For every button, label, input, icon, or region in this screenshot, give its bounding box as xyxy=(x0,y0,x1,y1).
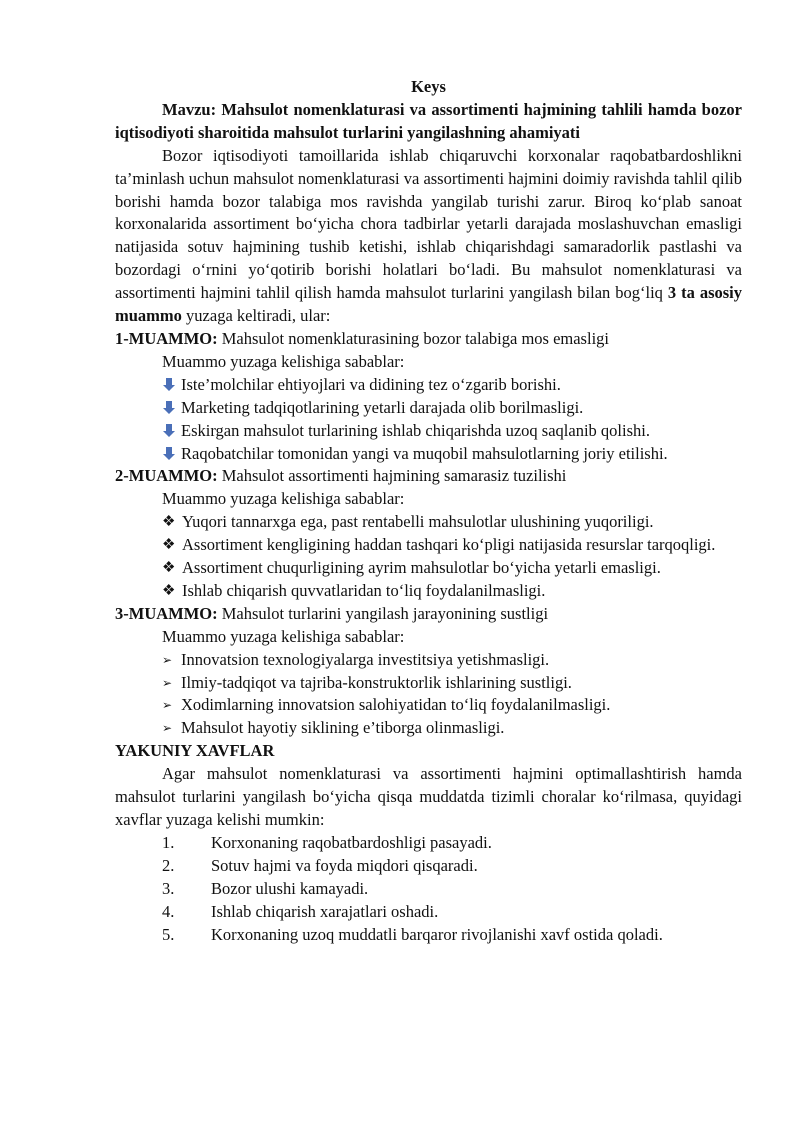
list-item-text: Xodimlarning innovatsion salohiyatidan to‘liq foydalanilmasligi. xyxy=(181,695,611,715)
blue-arrow-bullet-icon xyxy=(162,397,178,417)
arrowhead-bullet-icon: ➢ xyxy=(162,721,173,736)
topic-text: Mahsulot nomenklaturasi va assortimenti hajmining tahlili hamda bozor iqtisodiyoti sharoitida mahsulot turlarini yangilashning ahamiyati xyxy=(115,99,742,142)
list-item xyxy=(115,717,742,740)
arrowhead-bullet-icon: ➢ xyxy=(162,652,173,667)
list-item-text: Ishlab chiqarish xarajatlari oshadi. xyxy=(211,901,439,921)
list-item-text: Innovatsion texnologiyalarga investitsiya yetishmasligi. xyxy=(181,649,550,669)
list-item xyxy=(115,511,742,534)
list-number: 3. xyxy=(162,878,175,898)
list-item xyxy=(115,397,742,420)
arrowhead-bullet-icon: ➢ xyxy=(162,675,173,690)
risks-intro: Agar mahsulot nomenklaturasi va assortimenti hajmini optimallashtirish hamda mahsulot turlarini yangilash bo‘yicha qisqa muddatda tizimli choralar ko‘rilmasa, quyidagi xavflar yuzaga kelishi mumkin: xyxy=(115,764,742,829)
list-number: 2. xyxy=(162,855,175,875)
diamond-bullet-icon: ❖ xyxy=(162,537,176,554)
document-page xyxy=(115,76,742,946)
list-item-text: Eskirgan mahsulot turlarining ishlab chiqarishda uzoq saqlanib qolishi. xyxy=(181,420,650,440)
diamond-bullet-icon: ❖ xyxy=(162,514,176,531)
problem-2-title: Mahsulot assortimenti hajmining samarasiz tuzilishi xyxy=(221,466,567,486)
list-item-text: Assortiment kengligining haddan tashqari ko‘pligi natijasida resurslar tarqoqligi. xyxy=(182,535,716,555)
intro-text: Bozor iqtisodiyoti tamoillarida ishlab chiqaruvchi korxonalar raqobatbardoshlikni ta’minlash uchun mahsulot nomenklaturasi va assortimenti hajmini doimiy ravishda tahlil qilib borishi hamda bozor talabiga mos ravishda yangilab turishi zarur. Biroq ko‘plab sanoat korxonalarida assortiment bo‘yicha chora tadbirlar yetarli darajada moslashuvchan emasligi natijasida sotuv hajmining tushib ketishi, ishlab chiqarishdagi samaradorlik pastlashi va bozordagi o‘rnini yo‘qotirib borishi holatlari bo‘ladi. Bu mahsulot nomenklaturasi va assortimenti hajmini tahlil qilish hamda mahsulot turlarini yangilash bilan bog‘liq xyxy=(115,145,742,303)
blue-arrow-bullet-icon xyxy=(162,374,178,394)
list-item xyxy=(115,924,742,947)
list-item-text: Ilmiy-tadqiqot va tajriba-konstruktorlik ishlarining sustligi. xyxy=(181,672,572,692)
problem-3-causes-list xyxy=(115,649,742,741)
arrowhead-bullet-icon: ➢ xyxy=(162,698,173,713)
list-item xyxy=(115,855,742,878)
list-item xyxy=(115,443,742,466)
list-item xyxy=(115,672,742,695)
list-item-text: Iste’molchilar ehtiyojlari va didining tez o‘zgarib borishi. xyxy=(181,374,561,394)
problem-2-label: 2-MUAMMO: xyxy=(115,466,218,486)
list-item xyxy=(115,649,742,672)
blue-arrow-bullet-icon xyxy=(162,420,178,440)
list-item xyxy=(115,694,742,717)
list-item-text: Korxonaning uzoq muddatli barqaror rivojlanishi xavf ostida qoladi. xyxy=(211,924,663,944)
list-item-text: Raqobatchilar tomonidan yangi va muqobil mahsulotlarning joriy etilishi. xyxy=(181,443,668,463)
diamond-bullet-icon: ❖ xyxy=(162,560,176,577)
problem-2-heading xyxy=(115,465,742,488)
problem-1-heading xyxy=(115,328,742,351)
intro-bold-text: 3 ta asosiy muammo xyxy=(115,283,743,326)
intro-text-end: yuzaga keltiradi, ular: xyxy=(186,306,331,326)
topic-heading xyxy=(115,99,742,145)
list-item xyxy=(115,832,742,855)
list-item-text: Ishlab chiqarish quvvatlaridan to‘liq foydalanilmasligi. xyxy=(182,580,546,600)
problem-3-label: 3-MUAMMO: xyxy=(115,603,218,623)
blue-arrow-bullet-icon xyxy=(162,443,178,463)
list-item-text: Mahsulot hayotiy siklining e’tiborga olinmasligi. xyxy=(181,718,505,738)
document-title: Keys xyxy=(411,77,446,96)
problem-1-causes-list xyxy=(115,374,742,466)
topic-label: Mavzu: xyxy=(162,99,217,119)
list-item-text: Sotuv hajmi va foyda miqdori qisqaradi. xyxy=(211,855,478,875)
list-item-text: Assortiment chuqurligining ayrim mahsulotlar bo‘yicha yetarli emasligi. xyxy=(182,558,661,578)
list-item xyxy=(115,420,742,443)
problem-2-causes-list xyxy=(115,511,742,603)
list-item-text: Bozor ulushi kamayadi. xyxy=(211,878,369,898)
list-item-text: Korxonaning raqobatbardoshligi pasayadi. xyxy=(211,832,492,852)
list-number: 4. xyxy=(162,901,175,921)
problem-3-causes-label: Muammo yuzaga kelishiga sabablar: xyxy=(162,626,405,646)
problem-1-label: 1-MUAMMO: xyxy=(115,328,218,348)
problem-1-causes-label: Muammo yuzaga kelishiga sabablar: xyxy=(162,351,405,371)
risks-list xyxy=(115,832,742,947)
list-item xyxy=(115,534,742,557)
problem-3-title: Mahsulot turlarini yangilash jarayonining sustligi xyxy=(221,603,549,623)
problem-3-heading xyxy=(115,603,742,626)
list-item xyxy=(115,901,742,924)
intro-paragraph xyxy=(115,145,742,328)
list-item xyxy=(115,374,742,397)
list-number: 5. xyxy=(162,924,175,944)
problem-2-causes-label: Muammo yuzaga kelishiga sabablar: xyxy=(162,489,405,509)
list-item xyxy=(115,557,742,580)
risks-heading: YAKUNIY XAVFLAR xyxy=(115,741,275,761)
diamond-bullet-icon: ❖ xyxy=(162,582,176,599)
problem-1-title: Mahsulot nomenklaturasining bozor talabiga mos emasligi xyxy=(221,328,609,348)
list-item xyxy=(115,580,742,603)
list-item-text: Yuqori tannarxga ega, past rentabelli mahsulotlar ulushining yuqoriligi. xyxy=(182,512,654,532)
list-item-text: Marketing tadqiqotlarining yetarli darajada olib borilmasligi. xyxy=(181,397,584,417)
list-item xyxy=(115,878,742,901)
list-number: 1. xyxy=(162,832,175,852)
